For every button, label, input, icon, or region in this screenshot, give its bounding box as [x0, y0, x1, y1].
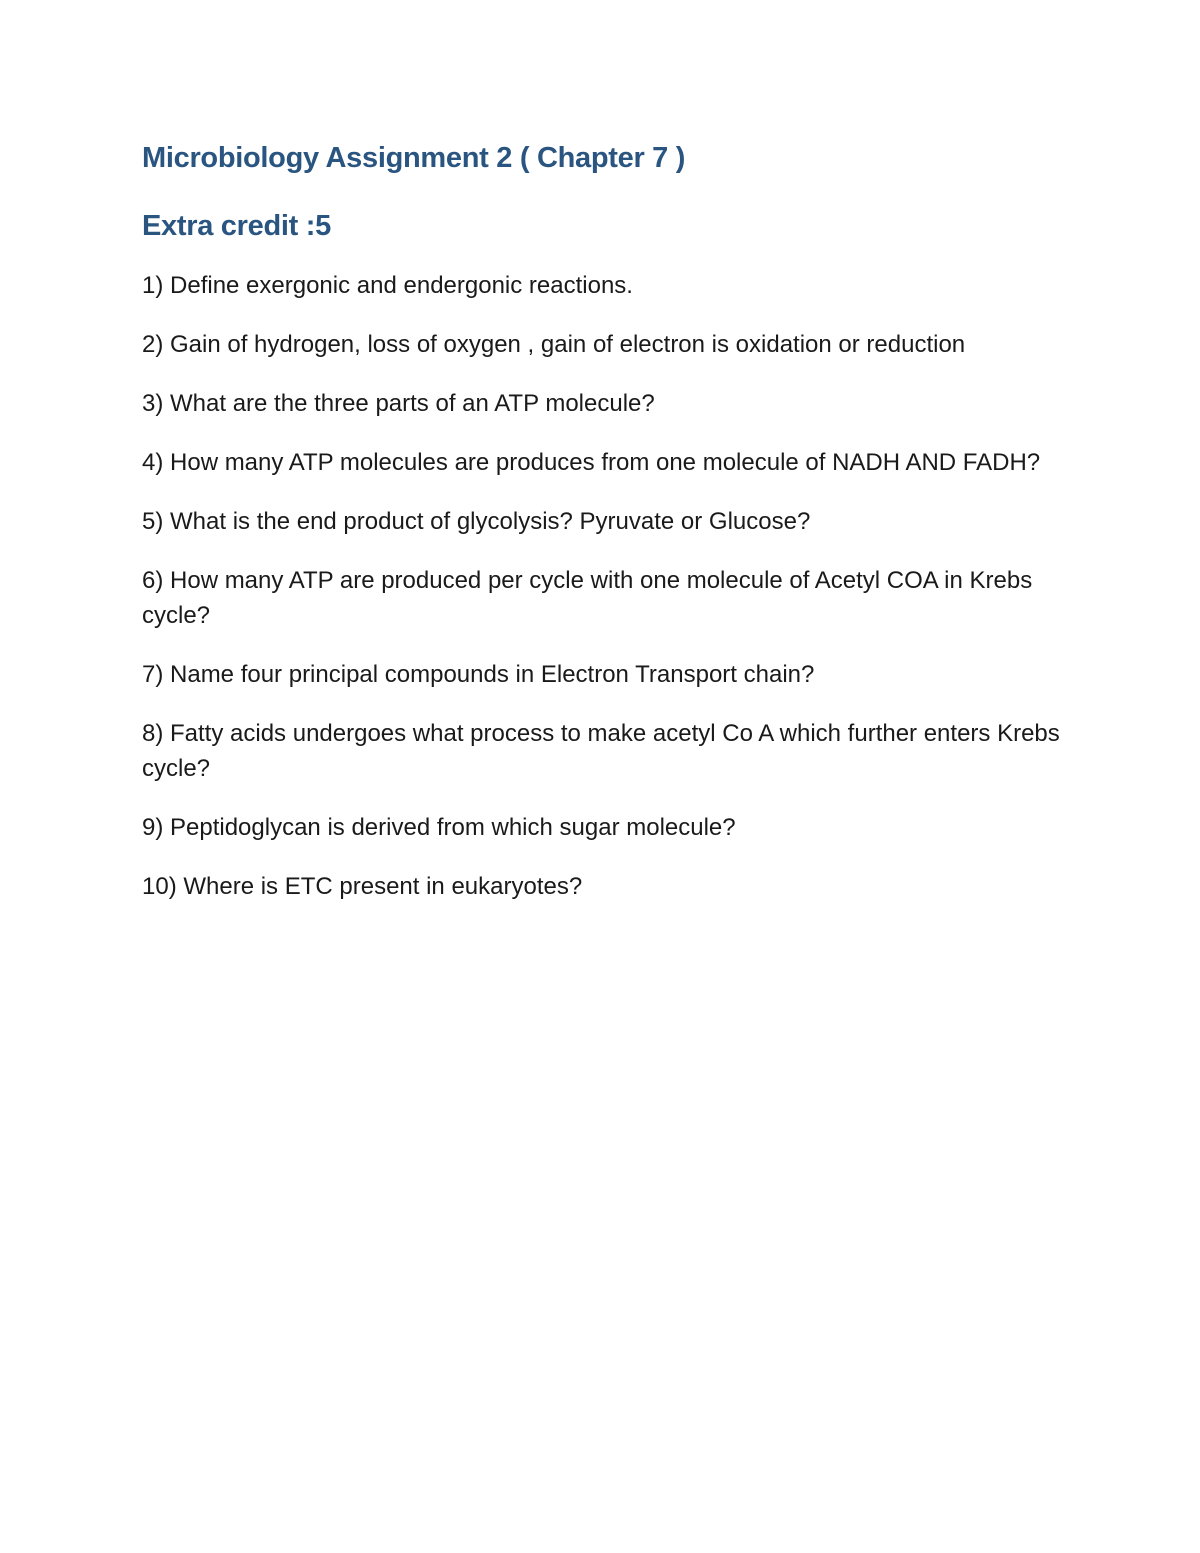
question-9: 9) Peptidoglycan is derived from which sugar molecule? — [142, 814, 736, 841]
question-3: 3) What are the three parts of an ATP molecule? — [142, 390, 655, 417]
question-4: 4) How many ATP molecules are produces from one molecule of NADH AND FADH? — [142, 449, 1041, 476]
document-title: Microbiology Assignment 2 ( Chapter 7 ) — [142, 142, 686, 174]
question-list — [142, 268, 1072, 904]
question-2: 2) Gain of hydrogen, loss of oxygen , gain of electron is oxidation or reduction — [142, 331, 966, 358]
question-7: 7) Name four principal compounds in Electron Transport chain? — [142, 661, 815, 688]
question-8: 8) Fatty acids undergoes what process to make acetyl Co A which further enters Krebs cycle? — [142, 720, 1060, 782]
question-6: 6) How many ATP are produced per cycle with one molecule of Acetyl COA in Krebs cycle? — [142, 567, 1033, 629]
question-5: 5) What is the end product of glycolysis? Pyruvate or Glucose? — [142, 508, 811, 535]
extra-credit-heading: Extra credit :5 — [142, 210, 331, 242]
question-10: 10) Where is ETC present in eukaryotes? — [142, 873, 583, 900]
question-1: 1) Define exergonic and endergonic reactions. — [142, 272, 633, 299]
document-content — [142, 138, 1072, 928]
